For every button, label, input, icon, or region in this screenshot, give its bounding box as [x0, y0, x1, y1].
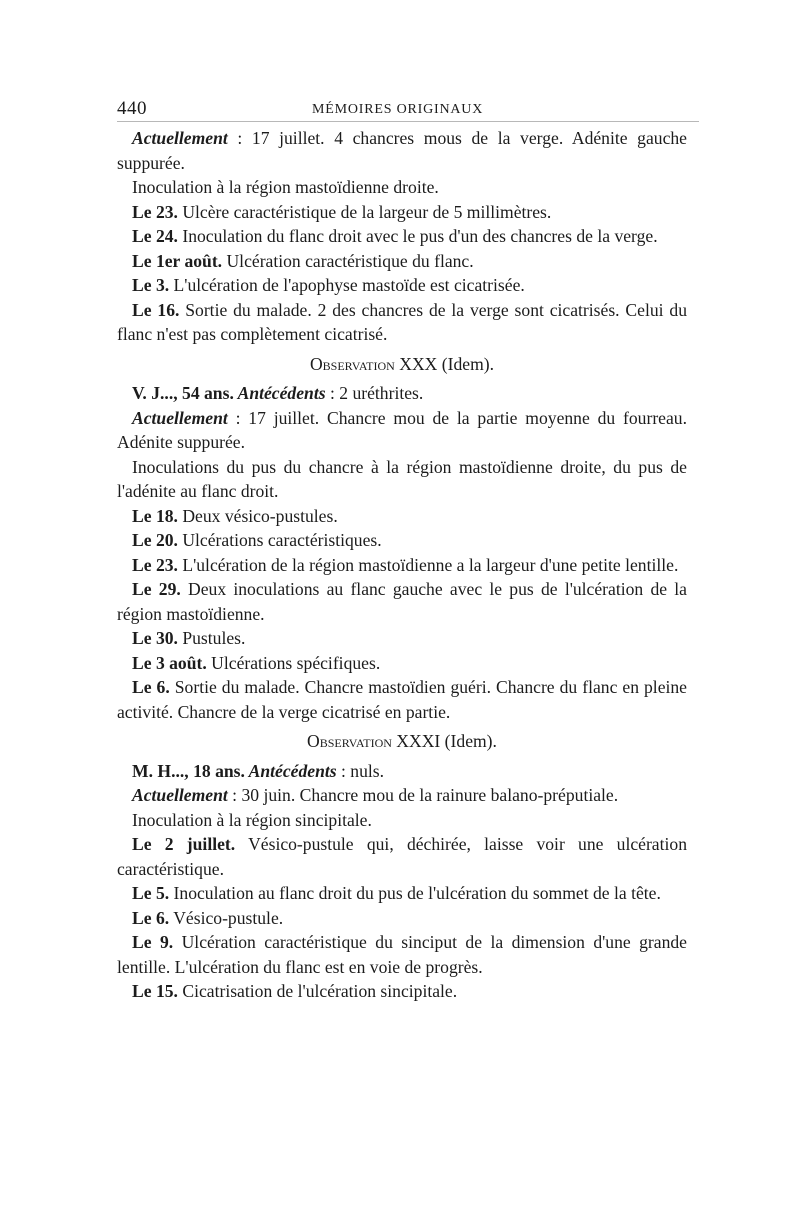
paragraph-text: Inoculation du flanc droit avec le pus d'un des chancres de la verge. [177, 226, 658, 246]
paragraph-lead: Le 6. [132, 907, 170, 928]
paragraph-lead-italic: Actuellement [132, 407, 228, 428]
paragraph-lead: Le 15. [132, 981, 178, 1001]
paragraph [117, 881, 687, 906]
paragraph-lead: V. J..., 54 ans. [132, 383, 234, 403]
paragraph-lead: Le 9. [132, 932, 174, 952]
paragraph [117, 930, 687, 979]
paragraph-text: Deux inoculations au flanc gauche avec le pus de l'ulcération de la région mastoïdienne. [117, 579, 687, 624]
paragraph [117, 759, 687, 784]
paragraph [117, 906, 687, 931]
observation-30 [117, 381, 687, 724]
paragraph [117, 381, 687, 406]
paragraph [117, 406, 687, 455]
paragraph-lead: Le 29. [132, 579, 181, 599]
paragraph-text: Inoculations du pus du chancre à la région mastoïdienne droite, du pus de l'adénite au flanc droit. [117, 456, 687, 501]
paragraph-text: Ulcération caractéristique du sinciput de la dimension d'une grande lentille. L'ulcération du flanc est en voie de progrès. [117, 932, 687, 977]
page-body [117, 126, 687, 1004]
paragraph [117, 783, 687, 808]
paragraph-lead: Le 3 août. [132, 652, 207, 673]
paragraph-lead: Le 20. [132, 530, 178, 550]
observation-31 [117, 759, 687, 1004]
paragraph [117, 626, 687, 651]
paragraph-lead-italic: Actuellement [132, 128, 228, 148]
paragraph-text: L'ulcération de l'apophyse mastoïde est cicatrisée. [169, 275, 525, 295]
paragraph-text: Vésico-pustule qui, déchirée, laisse voir une ulcération caractéristique. [117, 834, 687, 879]
paragraph-lead: Le 16. [132, 299, 180, 320]
paragraph [117, 175, 687, 200]
page-header [117, 94, 699, 122]
paragraph-text: Sortie du malade. Chancre mastoïdien guéri. Chancre du flanc en pleine activité. Chancre de la verge cicatrisé en partie. [117, 677, 687, 722]
paragraph [117, 126, 687, 175]
paragraph-text: Inoculation au flanc droit du pus de l'ulcération du sommet de la tête. [169, 883, 661, 903]
paragraph-lead: M. H..., 18 ans. [132, 760, 245, 781]
paragraph-text: Deux vésico-pustules. [177, 505, 338, 526]
paragraph [117, 200, 687, 225]
paragraph-text: : 30 juin. Chancre mou de la rainure balano-préputiale. [227, 785, 619, 805]
paragraph [117, 577, 687, 626]
paragraph-lead: Le 23. [132, 201, 178, 222]
observation-heading [117, 347, 687, 382]
paragraph-lead-italic: Actuellement [132, 785, 228, 805]
paragraph-lead: Le 30. [132, 628, 178, 648]
paragraph-text: Cicatrisation de l'ulcération sincipitale. [177, 981, 458, 1001]
paragraph-text: Inoculation à la région sincipitale. [132, 809, 372, 830]
paragraph [117, 651, 687, 676]
paragraph-text: Ulcération caractéristique du flanc. [222, 250, 474, 271]
heading-rest: XXX (Idem). [394, 353, 495, 374]
paragraph-lead: Le 3. [132, 275, 170, 295]
paragraph-text: Vésico-pustule. [169, 907, 284, 928]
paragraph-text: Pustules. [177, 628, 246, 648]
paragraph-lead: Le 23. [132, 554, 178, 575]
paragraph-text: L'ulcération de la région mastoïdienne a la largeur d'une petite lentille. [177, 554, 679, 575]
page-number: 440 [117, 98, 147, 119]
paragraph-lead: Le 6. [132, 677, 170, 697]
heading-small-caps: Observation [309, 353, 395, 374]
paragraph [117, 808, 687, 833]
running-head: MÉMOIRES ORIGINAUX [312, 102, 484, 117]
observation-continued [117, 126, 687, 347]
paragraph [117, 249, 687, 274]
paragraph-lead-italic: Antécédents [233, 383, 326, 403]
paragraph-lead: Le 18. [132, 505, 178, 526]
paragraph [117, 504, 687, 529]
paragraph-text: Ulcérations spécifiques. [206, 652, 381, 673]
paragraph-text: : nuls. [336, 760, 385, 781]
heading-small-caps: Observation [307, 731, 392, 751]
paragraph-lead: Le 5. [132, 883, 170, 903]
paragraph-lead: Le 1er août. [132, 250, 223, 271]
paragraph [117, 675, 687, 724]
observation-heading [117, 724, 687, 759]
paragraph [117, 528, 687, 553]
paragraph-text: Ulcérations caractéristiques. [177, 530, 382, 550]
paragraph [117, 298, 687, 347]
paragraph-text: Inoculation à la région mastoïdienne droite. [132, 177, 439, 197]
paragraph-text: Ulcère caractéristique de la largeur de 5 millimètres. [177, 201, 552, 222]
paragraph [117, 224, 687, 249]
paragraph-text: : 2 uréthrites. [325, 383, 424, 403]
paragraph [117, 273, 687, 298]
paragraph [117, 553, 687, 578]
paragraph-text: : 17 juillet. 4 chancres mous de la verge. Adénite gauche suppurée. [117, 128, 687, 173]
paragraph-lead-italic: Antécédents [244, 760, 337, 781]
paragraph-lead: Le 24. [132, 226, 178, 246]
paragraph-text: : 17 juillet. Chancre mou de la partie moyenne du fourreau. Adénite suppurée. [117, 407, 687, 452]
header-rule [117, 121, 699, 122]
paragraph [117, 979, 687, 1004]
paragraph-lead: Le 2 juillet. [132, 834, 236, 854]
paragraph [117, 455, 687, 504]
heading-rest: XXXI (Idem). [391, 731, 497, 751]
paragraph [117, 832, 687, 881]
paragraph-text: Sortie du malade. 2 des chancres de la verge sont cicatrisés. Celui du flanc n'est pas complètement cicatrisé. [117, 299, 687, 344]
